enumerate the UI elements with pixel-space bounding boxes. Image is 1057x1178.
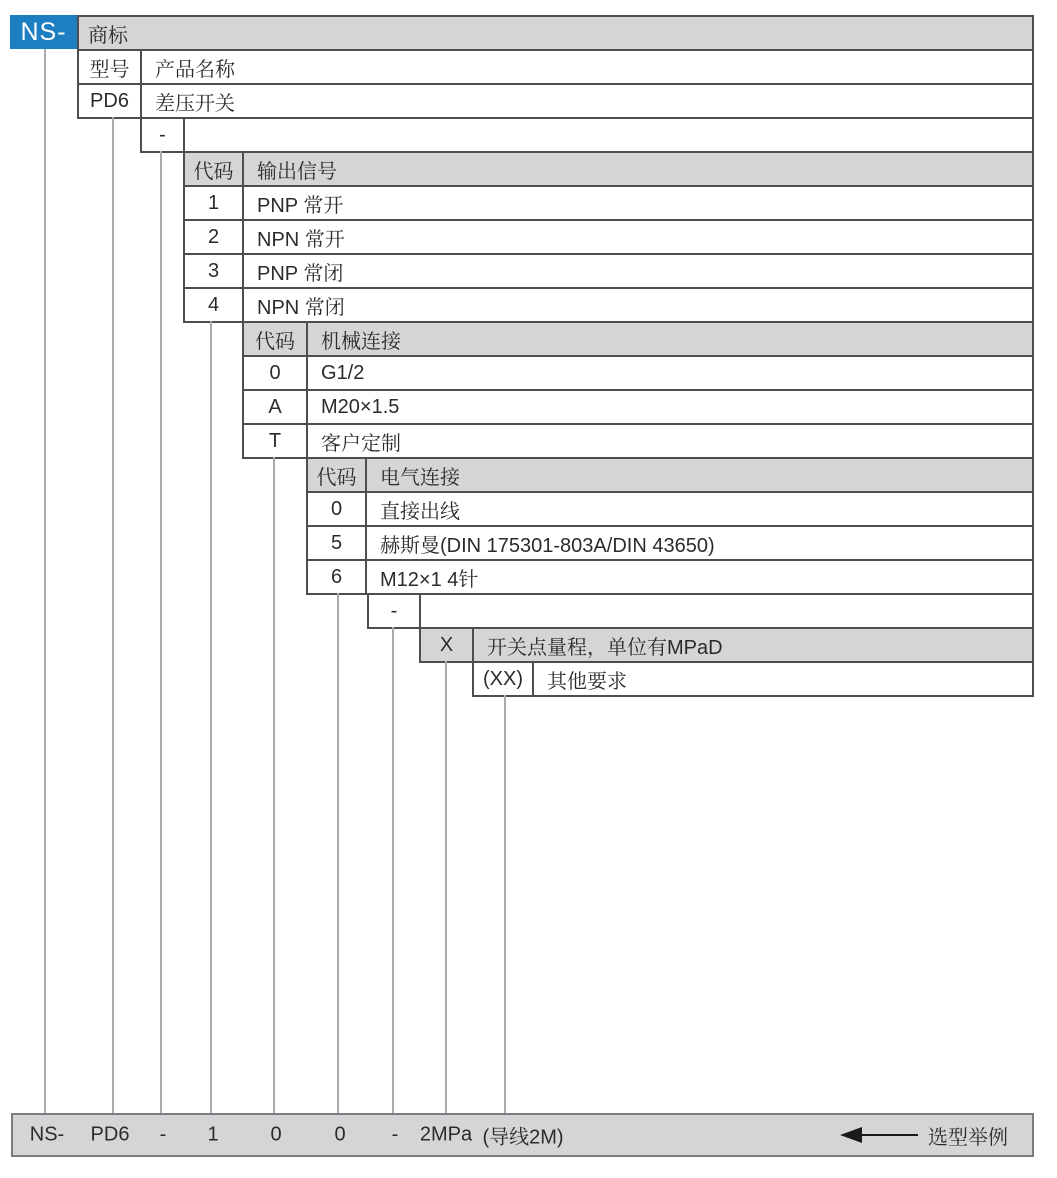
option-desc: 直接出线 <box>380 500 460 523</box>
brand-prefix-badge: NS- <box>10 15 77 49</box>
example-pointer <box>840 1115 1008 1155</box>
output-signal-name-header: 输出信号 <box>257 160 337 183</box>
connector-line <box>44 49 46 1115</box>
option-code: 2 <box>185 221 244 253</box>
example-label: 选型举例 <box>928 1126 1008 1149</box>
electrical-code-header: 代码 <box>308 459 367 491</box>
example-part: (导线2M) <box>482 1126 564 1149</box>
example-part: - <box>159 1123 167 1146</box>
model-header-row <box>77 49 1034 85</box>
mechanical-code-header: 代码 <box>244 323 308 355</box>
switch-point-desc: 开关点量程，单位有MPaD <box>487 636 723 659</box>
electrical-header <box>306 457 1034 493</box>
trademark-label: 商标 <box>88 24 128 47</box>
other-requirements-row <box>472 661 1034 697</box>
option-code: 5 <box>308 527 367 559</box>
electrical-name-header: 电气连接 <box>380 466 460 489</box>
switch-point-code: X <box>421 629 474 661</box>
example-part: 1 <box>207 1123 219 1146</box>
option-code: 0 <box>308 493 367 525</box>
option-desc: M12×1 4针 <box>380 568 479 591</box>
output-signal-header <box>183 151 1034 187</box>
option-desc: 赫斯曼(DIN 175301-803A/DIN 43650) <box>380 534 715 557</box>
product-model-code: PD6 <box>79 85 142 117</box>
mechanical-row <box>242 389 1034 425</box>
example-part: 2MPa <box>419 1123 473 1146</box>
product-row <box>77 83 1034 119</box>
product-name-header: 产品名称 <box>155 58 235 81</box>
example-part: 0 <box>270 1123 282 1146</box>
switch-point-row <box>419 627 1034 663</box>
separator-1-filler <box>185 119 1032 151</box>
option-code: A <box>244 391 308 423</box>
output-signal-row <box>183 287 1034 323</box>
output-signal-row <box>183 219 1034 255</box>
option-desc: 客户定制 <box>321 432 401 455</box>
option-code: 0 <box>244 357 308 389</box>
separator-2-filler <box>421 595 1032 627</box>
arrow-line <box>862 1134 918 1136</box>
output-signal-code-header: 代码 <box>185 153 244 185</box>
option-desc: NPN 常开 <box>257 228 345 251</box>
option-desc: G1/2 <box>321 361 365 384</box>
other-req-desc: 其他要求 <box>547 670 627 693</box>
connector-line <box>445 661 447 1115</box>
option-code: T <box>244 425 308 457</box>
mechanical-row <box>242 355 1034 391</box>
left-arrow-icon <box>840 1127 862 1143</box>
mechanical-header <box>242 321 1034 357</box>
connector-line <box>504 695 506 1115</box>
option-code: 3 <box>185 255 244 287</box>
example-box <box>11 1113 1034 1157</box>
connector-line <box>112 117 114 1115</box>
separator-1: - <box>142 119 185 151</box>
mechanical-row <box>242 423 1034 459</box>
electrical-row <box>306 491 1034 527</box>
model-label: 型号 <box>79 51 142 83</box>
option-desc: NPN 常闭 <box>257 296 345 319</box>
electrical-row <box>306 525 1034 561</box>
connector-line <box>337 593 339 1115</box>
option-code: 4 <box>185 289 244 321</box>
electrical-row <box>306 559 1034 595</box>
output-signal-row <box>183 185 1034 221</box>
option-desc: M20×1.5 <box>321 395 400 418</box>
example-part: - <box>391 1123 399 1146</box>
separator-row-1 <box>140 117 1034 153</box>
mechanical-name-header: 机械连接 <box>321 330 401 353</box>
product-name: 差压开关 <box>155 92 235 115</box>
option-code: 6 <box>308 561 367 593</box>
option-desc: PNP 常开 <box>257 194 344 217</box>
connector-line <box>210 321 212 1115</box>
separator-row-2 <box>367 593 1034 629</box>
connector-line <box>160 151 162 1115</box>
output-signal-row <box>183 253 1034 289</box>
example-part: NS- <box>29 1123 65 1146</box>
trademark-row <box>77 15 1034 51</box>
option-desc: PNP 常闭 <box>257 262 344 285</box>
connector-line <box>273 457 275 1115</box>
other-req-code: (XX) <box>474 663 534 695</box>
example-part: 0 <box>334 1123 346 1146</box>
separator-2: - <box>369 595 421 627</box>
option-code: 1 <box>185 187 244 219</box>
example-part: PD6 <box>90 1123 130 1146</box>
connector-line <box>392 627 394 1115</box>
